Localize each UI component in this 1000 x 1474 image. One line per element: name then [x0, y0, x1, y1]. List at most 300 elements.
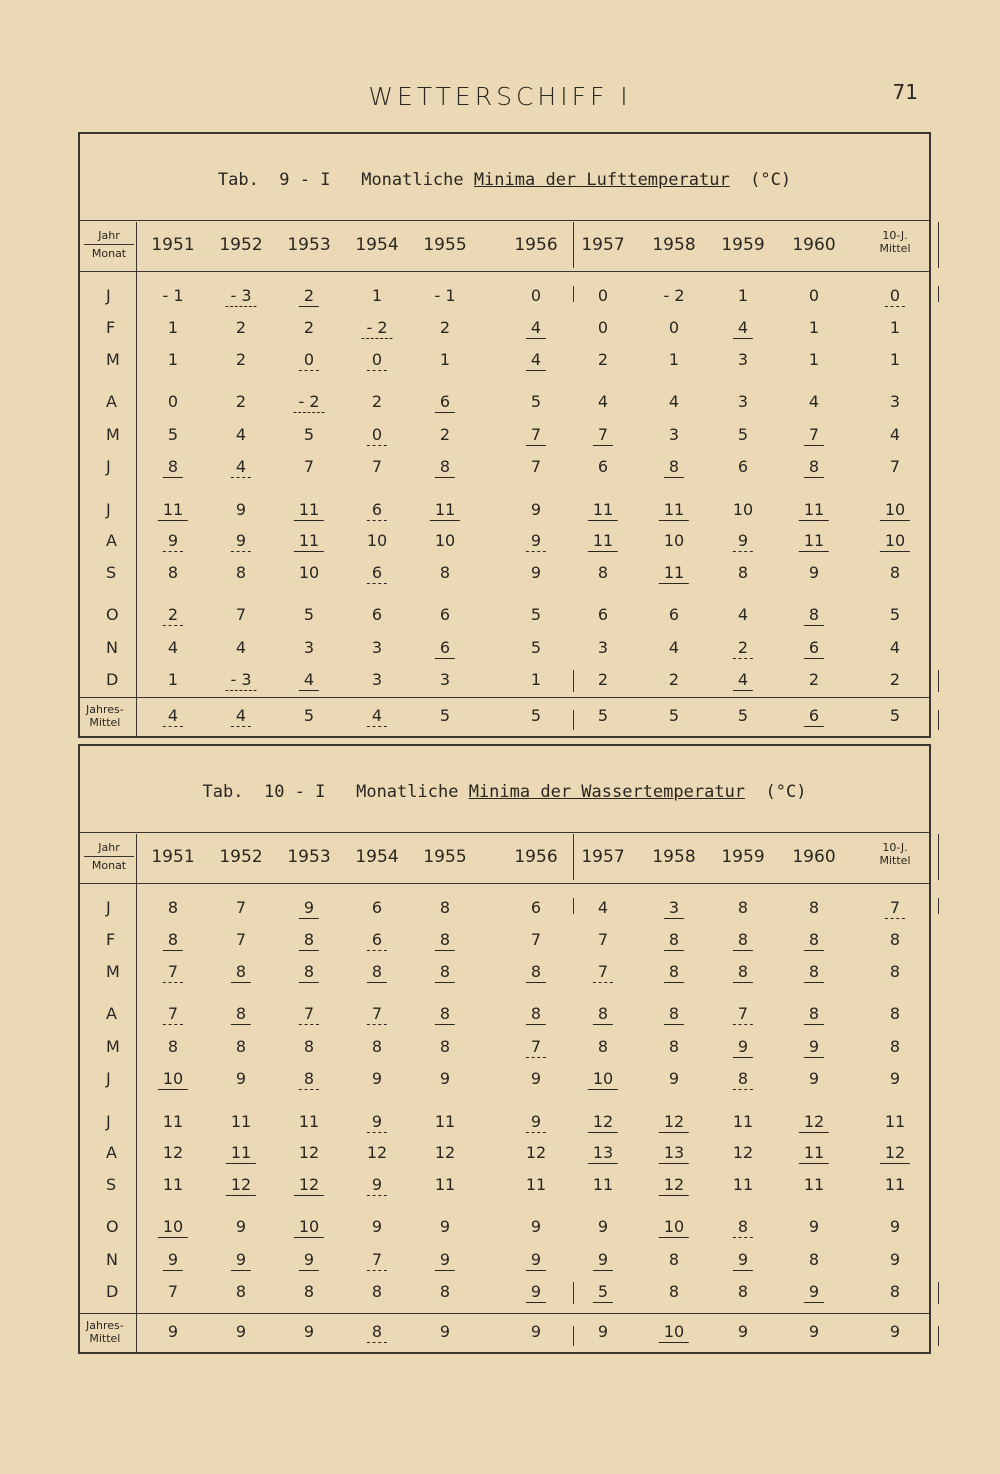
- table-cell: [526, 425, 546, 444]
- table-cell: [299, 898, 319, 917]
- table-cell: [526, 1004, 546, 1023]
- table-cell: [669, 350, 679, 369]
- cell-value: 7: [235, 930, 247, 949]
- cell-value: 3: [664, 898, 684, 919]
- footer-cell: [304, 1322, 314, 1341]
- cell-value: 7: [367, 1004, 387, 1025]
- table-cell: [669, 605, 679, 624]
- table-cell: [168, 392, 178, 411]
- table-cell: [294, 531, 324, 550]
- cell-value: - 2: [663, 286, 685, 305]
- table-cell: [236, 1037, 246, 1056]
- table-cell: [733, 531, 753, 550]
- table-row: [80, 1004, 929, 1034]
- month-label: S: [106, 563, 117, 582]
- table-cell: [890, 1004, 900, 1023]
- column-separator: [938, 898, 939, 914]
- table-cell: [531, 930, 541, 949]
- cell-value: 12: [434, 1143, 456, 1162]
- cell-value: 3: [597, 638, 609, 657]
- table-cell: [168, 670, 178, 689]
- cell-value: 9: [889, 1217, 901, 1236]
- footer-value: 4: [231, 706, 251, 727]
- table-cell: [598, 1217, 608, 1236]
- cell-value: 10: [659, 1217, 689, 1238]
- cell-value: 9: [597, 1217, 609, 1236]
- cell-value: 0: [367, 425, 387, 446]
- cell-value: - 2: [361, 318, 392, 339]
- table-cell: [733, 1217, 753, 1236]
- table-row: [80, 1217, 929, 1247]
- cell-value: 9: [889, 1250, 901, 1269]
- footer-label-line: Jahres-: [86, 703, 124, 716]
- footer-value: 4: [163, 706, 183, 727]
- cell-value: 3: [889, 392, 901, 411]
- cell-value: 8: [367, 962, 387, 983]
- cell-value: 6: [439, 605, 451, 624]
- table-cell: [890, 962, 900, 981]
- cell-value: 12: [162, 1143, 184, 1162]
- table-cell: [588, 500, 618, 519]
- table-cell: [163, 1175, 183, 1194]
- cell-value: 2: [597, 350, 609, 369]
- cell-value: 10: [158, 1217, 188, 1238]
- cell-value: 1: [167, 670, 179, 689]
- table-cell: [659, 1143, 689, 1162]
- year-header: 1954: [355, 235, 399, 255]
- footer-cell: [531, 706, 541, 725]
- table-cell: [168, 318, 178, 337]
- month-label: N: [106, 1250, 118, 1269]
- cell-value: 6: [668, 605, 680, 624]
- cell-value: 3: [439, 670, 451, 689]
- table-cell: [299, 670, 319, 689]
- footer-cell: [231, 706, 251, 725]
- cell-value: 8: [808, 1250, 820, 1269]
- cell-value: 8: [804, 962, 824, 983]
- year-header: 1952: [219, 847, 263, 867]
- table-cell: [804, 1282, 824, 1301]
- table-cell: [738, 286, 748, 305]
- cell-value: 8: [889, 930, 901, 949]
- table-cell: [299, 1250, 319, 1269]
- cell-value: 8: [664, 930, 684, 951]
- cell-value: 5: [303, 425, 315, 444]
- cell-value: 8: [439, 898, 451, 917]
- mittel-header-line: Mittel: [879, 242, 911, 255]
- table-cell: [809, 1217, 819, 1236]
- cell-value: 6: [367, 500, 387, 521]
- table-cell: [531, 392, 541, 411]
- caption-subject: Minima der Lufttemperatur: [473, 170, 730, 190]
- table-cell: [372, 1217, 382, 1236]
- cell-value: 4: [235, 425, 247, 444]
- table-cell: [890, 930, 900, 949]
- table-cell: [890, 1037, 900, 1056]
- cell-value: 3: [371, 638, 383, 657]
- cell-value: 11: [884, 1112, 906, 1131]
- table-cell: [367, 930, 387, 949]
- cell-value: 11: [659, 500, 689, 521]
- table-row: [80, 286, 929, 316]
- footer-value: 5: [668, 706, 680, 725]
- cell-value: 12: [298, 1143, 320, 1162]
- table-cell: [231, 962, 251, 981]
- table-cell: [163, 457, 183, 476]
- table-cell: [664, 930, 684, 949]
- cell-value: 9: [593, 1250, 613, 1271]
- table-row: [80, 670, 929, 700]
- table-row: [80, 1250, 929, 1280]
- cell-value: 8: [593, 1004, 613, 1025]
- column-separator: [938, 1282, 939, 1304]
- cell-value: 6: [804, 638, 824, 659]
- table-cell: [531, 500, 541, 519]
- table-cell: [531, 1069, 541, 1088]
- table-cell: [664, 962, 684, 981]
- footer-label: [86, 1319, 124, 1345]
- table-cell: [598, 638, 608, 657]
- cell-value: 6: [371, 898, 383, 917]
- month-label: D: [106, 670, 119, 689]
- cell-value: 10: [366, 531, 388, 550]
- footer-cell: [440, 706, 450, 725]
- table-cell: [531, 638, 541, 657]
- table-cell: [738, 392, 748, 411]
- table-cell: [669, 638, 679, 657]
- table-cell: [299, 1004, 319, 1023]
- cell-value: 3: [737, 392, 749, 411]
- cell-value: 7: [167, 1282, 179, 1301]
- cell-value: 2: [733, 638, 753, 659]
- table-cell: [367, 563, 387, 582]
- cell-value: 4: [668, 638, 680, 657]
- cell-value: 12: [525, 1143, 547, 1162]
- column-separator: [938, 834, 939, 880]
- table-cell: [367, 531, 387, 550]
- cell-value: 4: [597, 392, 609, 411]
- cell-value: 7: [235, 898, 247, 917]
- page-number: 71: [892, 80, 918, 104]
- table-water-temperature: [78, 744, 931, 1354]
- cell-value: 9: [371, 1069, 383, 1088]
- cell-value: 11: [732, 1112, 754, 1131]
- year-header: 1954: [355, 847, 399, 867]
- table-cell: [669, 392, 679, 411]
- table-cell: [236, 425, 246, 444]
- cell-value: 12: [880, 1143, 910, 1164]
- table-cell: [588, 1143, 618, 1162]
- year-header: 1953: [287, 847, 331, 867]
- table-cell: [738, 457, 748, 476]
- year-header: 1952: [219, 235, 263, 255]
- footer-value: 9: [235, 1322, 247, 1341]
- cell-value: 13: [659, 1143, 689, 1164]
- cell-value: 7: [593, 962, 613, 983]
- cell-value: 6: [367, 563, 387, 584]
- table-cell: [809, 563, 819, 582]
- table-cell: [168, 563, 178, 582]
- table-cell: [435, 638, 455, 657]
- cell-value: 4: [526, 350, 546, 371]
- table-cell: [526, 1175, 546, 1194]
- cell-value: 10: [880, 531, 910, 552]
- table-cell: [294, 1217, 324, 1236]
- cell-value: 4: [808, 392, 820, 411]
- table-cell: [168, 1037, 178, 1056]
- table-cell: [440, 1069, 450, 1088]
- table-cell: [440, 670, 450, 689]
- table-cell: [304, 1037, 314, 1056]
- table-row: [80, 318, 929, 348]
- month-label: S: [106, 1175, 117, 1194]
- table-cell: [809, 1250, 819, 1269]
- cell-value: 1: [737, 286, 749, 305]
- cell-value: 12: [366, 1143, 388, 1162]
- cell-value: 6: [737, 457, 749, 476]
- column-separator: [573, 834, 574, 880]
- footer-cell: [168, 1322, 178, 1341]
- month-label: A: [106, 531, 117, 550]
- table-cell: [236, 318, 246, 337]
- cell-value: 4: [733, 670, 753, 691]
- table-cell: [304, 1282, 314, 1301]
- year-header: 1958: [652, 847, 696, 867]
- column-separator: [938, 670, 939, 692]
- column-separator: [938, 1326, 939, 1346]
- table-cell: [293, 392, 324, 411]
- cell-value: 9: [733, 1250, 753, 1271]
- table-cell: [440, 425, 450, 444]
- table-cell: [236, 638, 246, 657]
- table-cell: [669, 1069, 679, 1088]
- corner-label: [84, 227, 134, 262]
- cell-value: 1: [889, 350, 901, 369]
- table-cell: [733, 1250, 753, 1269]
- cell-value: 8: [371, 1282, 383, 1301]
- cell-value: 0: [299, 350, 319, 371]
- table-air-temperature: [78, 132, 931, 738]
- cell-value: 7: [526, 425, 546, 446]
- cell-value: 9: [435, 1250, 455, 1271]
- cell-value: - 2: [293, 392, 324, 413]
- table-cell: [799, 1143, 829, 1162]
- cell-value: 8: [167, 898, 179, 917]
- table-cell: [531, 563, 541, 582]
- table-cell: [598, 930, 608, 949]
- cell-value: 7: [593, 425, 613, 446]
- caption-prefix: Monatliche: [361, 170, 464, 190]
- cell-value: 9: [371, 1217, 383, 1236]
- month-label: O: [106, 1217, 119, 1236]
- table-cell: [236, 898, 246, 917]
- table-cell: [669, 1282, 679, 1301]
- table-cell: [435, 1250, 455, 1269]
- month-label: D: [106, 1282, 119, 1301]
- table-cell: [526, 1112, 546, 1131]
- table-cell: [890, 392, 900, 411]
- cell-value: 11: [799, 1143, 829, 1164]
- table-cell: [738, 1282, 748, 1301]
- table-cell: [659, 563, 689, 582]
- table-cell: [804, 962, 824, 981]
- table-cell: [659, 1175, 689, 1194]
- table-cell: [163, 605, 183, 624]
- table-cell: [168, 350, 178, 369]
- table-cell: [890, 1069, 900, 1088]
- table-cell: [236, 392, 246, 411]
- table-caption: [80, 170, 929, 190]
- table-cell: [885, 1175, 905, 1194]
- table-cell: [304, 605, 314, 624]
- table-cell: [526, 1250, 546, 1269]
- table-cell: [669, 1037, 679, 1056]
- table-cell: [372, 1037, 382, 1056]
- table-cell: [669, 670, 679, 689]
- cell-value: 8: [664, 1004, 684, 1025]
- cell-value: 8: [668, 1037, 680, 1056]
- table-cell: [733, 638, 753, 657]
- footer-value: 8: [367, 1322, 387, 1343]
- cell-value: 12: [659, 1112, 689, 1133]
- cell-value: 11: [592, 1175, 614, 1194]
- column-separator: [938, 710, 939, 730]
- cell-value: 0: [668, 318, 680, 337]
- cell-value: 5: [530, 605, 542, 624]
- year-header: 1957: [581, 847, 625, 867]
- cell-value: 9: [808, 1069, 820, 1088]
- table-cell: [231, 1112, 251, 1131]
- table-cell: [890, 425, 900, 444]
- table-cell: [809, 898, 819, 917]
- cell-value: 7: [299, 1004, 319, 1025]
- table-cell: [809, 350, 819, 369]
- mittel-header: [880, 229, 911, 255]
- table-cell: [168, 1282, 178, 1301]
- footer-label-line: Mittel: [89, 716, 121, 729]
- year-header: 1960: [792, 235, 836, 255]
- table-cell: [526, 531, 546, 550]
- footer-cell: [440, 1322, 450, 1341]
- table-row: [80, 1112, 929, 1142]
- month-label: F: [106, 318, 116, 337]
- table-cell: [435, 1004, 455, 1023]
- cell-value: 1: [889, 318, 901, 337]
- table-cell: [236, 500, 246, 519]
- cell-value: 9: [299, 1250, 319, 1271]
- table-cell: [593, 1175, 613, 1194]
- cell-value: 6: [597, 605, 609, 624]
- footer-cell: [367, 706, 387, 725]
- table-cell: [361, 318, 392, 337]
- table-cell: [168, 638, 178, 657]
- cell-value: 1: [439, 350, 451, 369]
- caption-number: 9 - I: [279, 170, 331, 190]
- cell-value: 8: [439, 563, 451, 582]
- table-cell: [598, 563, 608, 582]
- table-cell: [158, 1069, 188, 1088]
- table-row: [80, 962, 929, 992]
- table-cell: [531, 286, 541, 305]
- cell-value: 11: [162, 1175, 184, 1194]
- cell-value: 11: [298, 1112, 320, 1131]
- cell-value: 9: [439, 1217, 451, 1236]
- table-cell: [663, 286, 684, 305]
- cell-value: 9: [733, 531, 753, 552]
- table-cell: [733, 670, 753, 689]
- cell-value: 8: [303, 1282, 315, 1301]
- table-cell: [531, 898, 541, 917]
- table-cell: [733, 962, 753, 981]
- footer-value: 9: [303, 1322, 315, 1341]
- table-cell: [526, 1037, 546, 1056]
- table-cell: [372, 1282, 382, 1301]
- table-cell: [526, 318, 546, 337]
- cell-value: 2: [371, 392, 383, 411]
- cell-value: 8: [235, 1282, 247, 1301]
- table-cell: [367, 1112, 387, 1131]
- corner-month-label: Monat: [91, 859, 127, 872]
- caption-unit: (°C): [765, 782, 807, 802]
- year-header: 1951: [151, 235, 195, 255]
- cell-value: 8: [526, 1004, 546, 1025]
- footer-cell: [236, 1322, 246, 1341]
- footer-cell: [598, 1322, 608, 1341]
- cell-value: 1: [167, 350, 179, 369]
- cell-value: 3: [303, 638, 315, 657]
- cell-value: 12: [799, 1112, 829, 1133]
- month-label: A: [106, 1004, 117, 1023]
- cell-value: 8: [299, 1069, 319, 1090]
- table-cell: [367, 1250, 387, 1269]
- table-cell: [236, 1217, 246, 1236]
- table-cell: [664, 898, 684, 917]
- table-cell: [294, 1175, 324, 1194]
- table-cell: [733, 1037, 753, 1056]
- cell-value: 3: [737, 350, 749, 369]
- table-row: [80, 350, 929, 380]
- cell-value: 10: [880, 500, 910, 521]
- year-header: 1955: [423, 847, 467, 867]
- table-cell: [890, 1250, 900, 1269]
- table-header: [80, 220, 929, 272]
- corner-year-label: Jahr: [84, 227, 134, 245]
- cell-value: 0: [597, 318, 609, 337]
- cell-value: 9: [163, 1250, 183, 1271]
- month-label: M: [106, 1037, 120, 1056]
- table-cell: [435, 962, 455, 981]
- cell-value: 7: [530, 930, 542, 949]
- cell-value: 9: [808, 563, 820, 582]
- cell-value: 11: [430, 500, 460, 521]
- cell-value: 5: [167, 425, 179, 444]
- footer-cell: [531, 1322, 541, 1341]
- table-cell: [304, 638, 314, 657]
- table-cell: [168, 425, 178, 444]
- cell-value: 3: [668, 425, 680, 444]
- table-row: [80, 605, 929, 635]
- cell-value: 8: [439, 1282, 451, 1301]
- table-cell: [738, 898, 748, 917]
- corner-month-label: Monat: [91, 247, 127, 260]
- cell-value: 4: [526, 318, 546, 339]
- table-cell: [890, 1282, 900, 1301]
- table-row: [80, 930, 929, 960]
- cell-value: 4: [889, 425, 901, 444]
- table-cell: [738, 425, 748, 444]
- table-cell: [890, 457, 900, 476]
- cell-value: 7: [804, 425, 824, 446]
